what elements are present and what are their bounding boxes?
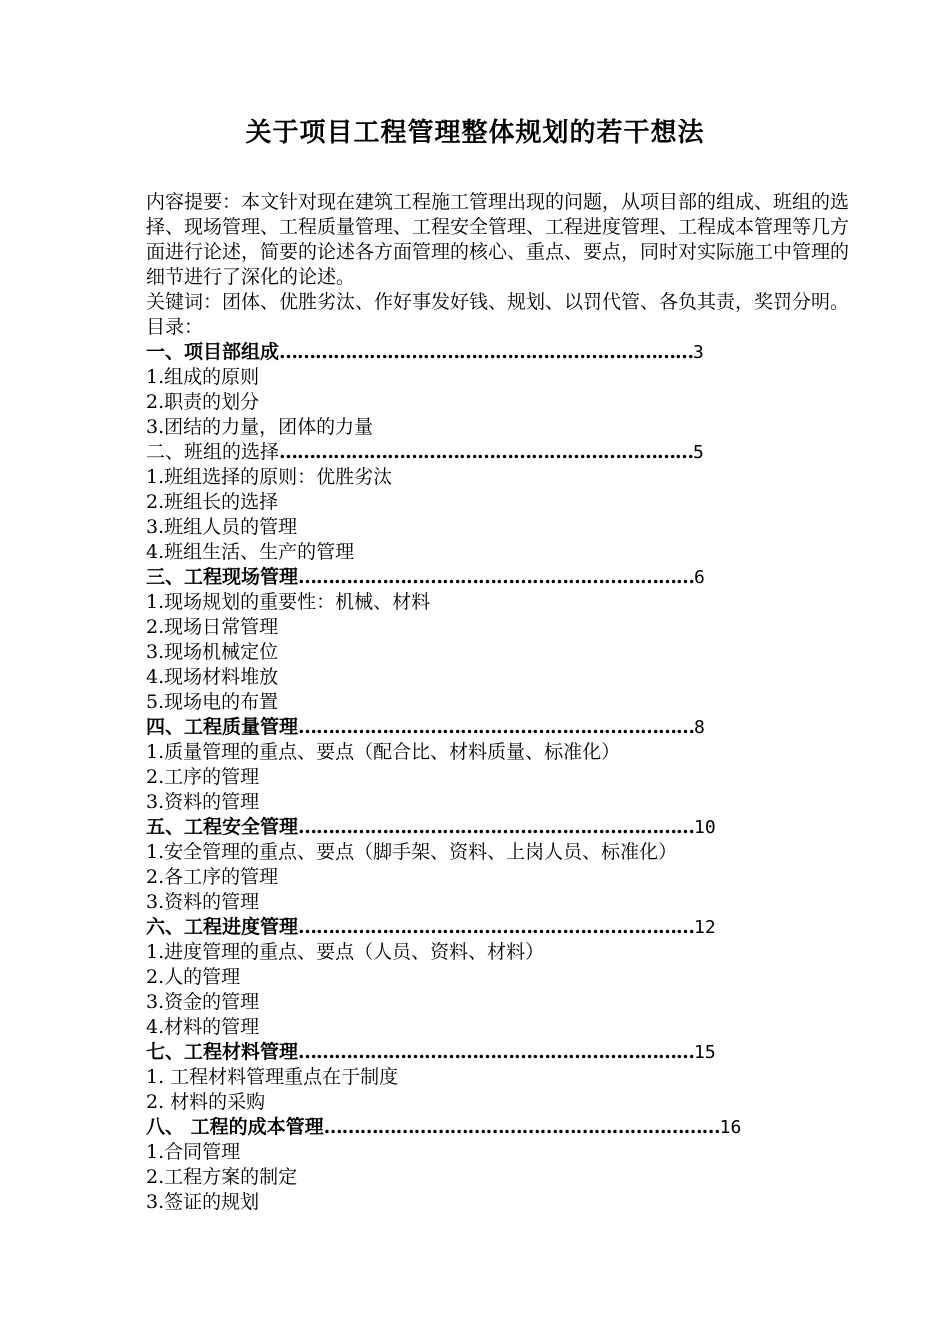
toc-subitem[interactable]: 5.现场电的布置 — [146, 691, 279, 713]
toc-subitem[interactable]: 3.签证的规划 — [146, 1191, 260, 1213]
toc-subitem[interactable]: 3.资料的管理 — [146, 791, 260, 813]
toc-page-number: 16 — [719, 1117, 742, 1138]
toc-page-number: 5 — [693, 442, 704, 463]
toc-subitem[interactable]: 3.现场机械定位 — [146, 641, 279, 663]
toc-section-line[interactable] — [146, 440, 856, 465]
toc-section-line[interactable] — [146, 715, 856, 740]
toc-section-line[interactable] — [146, 1040, 856, 1065]
toc-page-number: 10 — [694, 817, 716, 838]
toc-subitem[interactable]: 3.资金的管理 — [146, 991, 260, 1013]
toc-leader-dots: ………………………………………………………… — [298, 566, 695, 588]
toc-section-heading: 七、工程材料管理 — [146, 1041, 299, 1063]
toc-subitem[interactable]: 2.职责的划分 — [146, 391, 260, 413]
toc-subitem[interactable]: 1. 工程材料管理重点在于制度 — [146, 1066, 399, 1088]
toc-page-number: 12 — [694, 917, 716, 938]
toc-section-heading: 三、工程现场管理 — [146, 566, 299, 588]
toc-subitem[interactable]: 2.各工序的管理 — [146, 866, 279, 888]
toc-section-line[interactable] — [146, 815, 856, 840]
toc-section-line[interactable] — [146, 565, 856, 590]
document-body — [146, 190, 856, 1215]
toc-subitem[interactable]: 2.工序的管理 — [146, 766, 260, 788]
toc-subitem[interactable]: 4.现场材料堆放 — [146, 666, 279, 688]
toc-subitem[interactable]: 3.资料的管理 — [146, 891, 260, 913]
toc-subitem[interactable]: 1.质量管理的重点、要点（配合比、材料质量、标准化） — [146, 741, 621, 763]
toc-subitem[interactable]: 2.工程方案的制定 — [146, 1166, 298, 1188]
toc-section-heading: 二、班组的选择 — [146, 441, 280, 463]
toc-label: 目录： — [146, 316, 204, 338]
toc-leader-dots: ………………………………………………………… — [298, 716, 695, 738]
toc-subitem[interactable]: 3.团结的力量，团体的力量 — [146, 416, 374, 438]
document-title: 关于项目工程管理整体规划的若干想法 — [245, 118, 705, 148]
toc-section-heading: 五、工程安全管理 — [146, 816, 299, 838]
toc-section-heading: 四、工程质量管理 — [146, 716, 299, 738]
table-of-contents — [146, 340, 856, 1215]
toc-page-number: 15 — [694, 1042, 716, 1063]
toc-page-number: 8 — [694, 717, 705, 738]
toc-subitem[interactable]: 1.组成的原则 — [146, 366, 260, 388]
toc-leader-dots: ………………………………………………………… — [298, 1041, 695, 1063]
toc-section-heading: 一、项目部组成 — [146, 341, 280, 363]
toc-subitem[interactable]: 1.安全管理的重点、要点（脚手架、资料、上岗人员、标准化） — [146, 841, 678, 863]
toc-section-heading: 八、 工程的成本管理 — [146, 1116, 324, 1138]
toc-page-number: 3 — [693, 342, 704, 363]
toc-subitem[interactable]: 1.现场规划的重要性：机械、材料 — [146, 591, 431, 613]
toc-subitem[interactable]: 1.班组选择的原则：优胜劣汰 — [146, 466, 393, 488]
toc-leader-dots: …………………………………………………………… — [279, 441, 694, 463]
toc-subitem[interactable]: 4.班组生活、生产的管理 — [146, 541, 355, 563]
toc-subitem[interactable]: 2.现场日常管理 — [146, 616, 279, 638]
toc-subitem[interactable]: 2.班组长的选择 — [146, 491, 279, 513]
toc-section-line[interactable] — [146, 340, 856, 365]
toc-subitem[interactable]: 3.班组人员的管理 — [146, 516, 298, 538]
toc-subitem[interactable]: 2. 材料的采购 — [146, 1091, 266, 1113]
summary-paragraph: 内容提要：本文针对现在建筑工程施工管理出现的问题，从项目部的组成、班组的选择、现场管理、工程质量管理、工程安全管理、工程进度管理、工程成本管理等几方面进行论述，简要的论述各方面管理的核心、重点、要点，同时对实际施工中管理的细节进行了深化的论述。 — [146, 191, 850, 288]
toc-leader-dots: ………………………………………………………… — [298, 816, 695, 838]
toc-section-line[interactable] — [146, 915, 856, 940]
toc-section-line[interactable] — [146, 1115, 856, 1140]
keywords-paragraph: 关键词：团体、优胜劣汰、作好事发好钱、规划、以罚代管、各负其责，奖罚分明。 — [146, 291, 850, 313]
toc-section-heading: 六、工程进度管理 — [146, 916, 299, 938]
toc-page-number: 6 — [694, 567, 705, 588]
toc-subitem[interactable]: 2.人的管理 — [146, 966, 241, 988]
toc-leader-dots: …………………………………………………………… — [279, 341, 694, 363]
toc-subitem[interactable]: 4.材料的管理 — [146, 1016, 260, 1038]
toc-subitem[interactable]: 1.进度管理的重点、要点（人员、资料、材料） — [146, 941, 545, 963]
toc-leader-dots: ………………………………………………………… — [323, 1116, 720, 1138]
toc-leader-dots: ………………………………………………………… — [298, 916, 695, 938]
toc-subitem[interactable]: 1.合同管理 — [146, 1141, 241, 1163]
